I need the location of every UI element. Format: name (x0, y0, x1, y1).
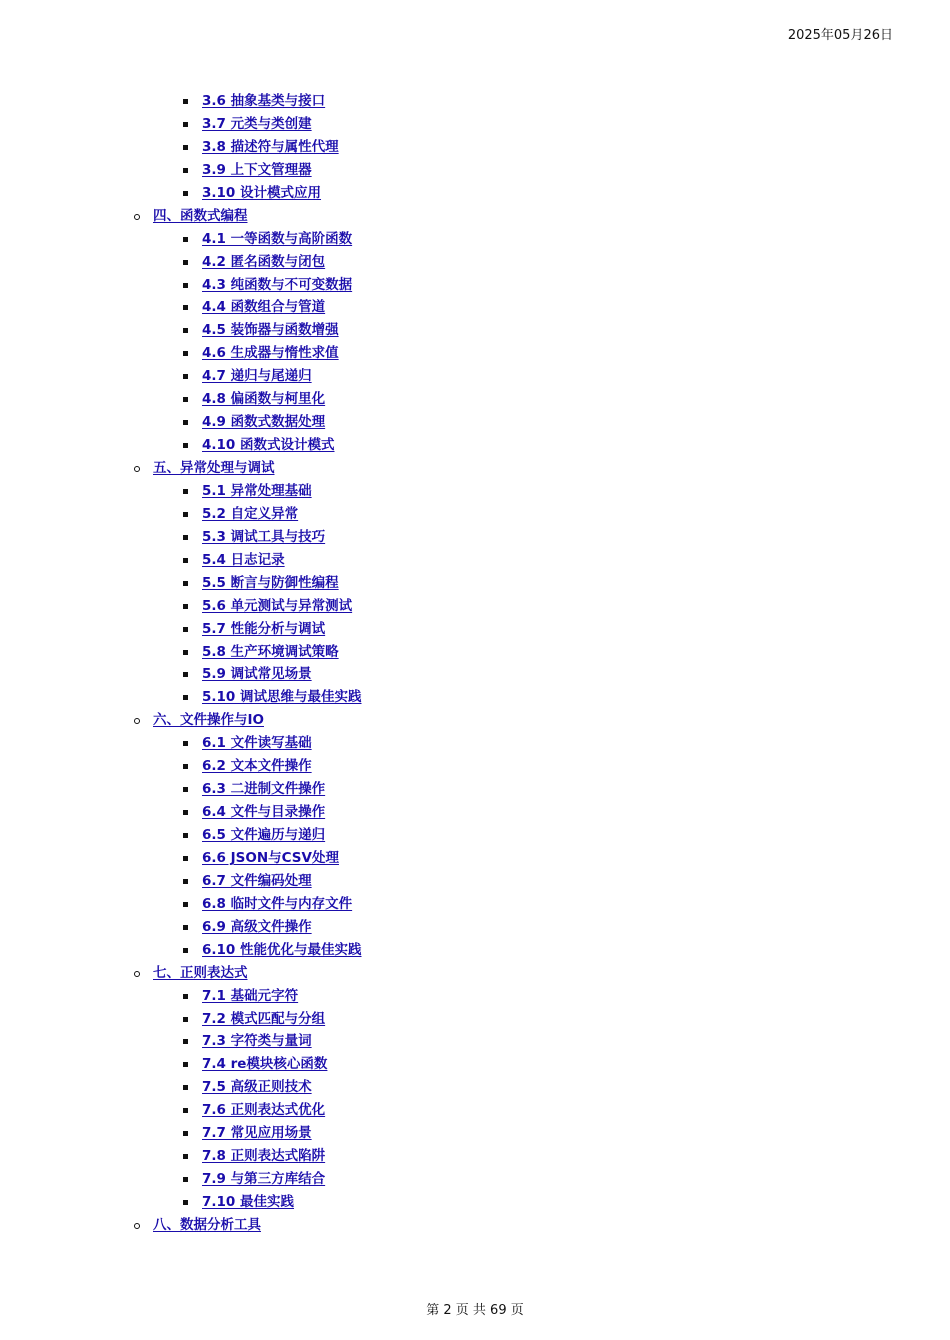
toc-item (0, 158, 950, 181)
square-bullet-icon (183, 994, 188, 999)
toc-item-link[interactable]: 4.7 递归与尾递归 (202, 368, 312, 385)
toc-item-link[interactable]: 4.1 一等函数与高阶函数 (202, 230, 353, 247)
square-bullet-icon (183, 397, 188, 402)
square-bullet-icon (183, 810, 188, 815)
square-bullet-icon (183, 1200, 188, 1205)
page-number: 第 2 页 共 69 页 (426, 1303, 524, 1318)
square-bullet-icon (183, 351, 188, 356)
square-bullet-icon (183, 650, 188, 655)
toc-item (0, 938, 950, 961)
toc-item (0, 640, 950, 663)
square-bullet-icon (183, 741, 188, 746)
square-bullet-icon (183, 305, 188, 310)
square-bullet-icon (183, 283, 188, 288)
toc-item (0, 227, 950, 250)
toc-item-link[interactable]: 7.10 最佳实践 (202, 1194, 295, 1210)
toc-item-link[interactable]: 5.2 自定义异常 (202, 505, 299, 522)
square-bullet-icon (183, 833, 188, 838)
toc-item-link[interactable]: 5.10 调试思维与最佳实践 (202, 689, 362, 706)
header-date: 2025年05月26日 (787, 28, 893, 43)
toc-item-link[interactable]: 6.7 文件编码处理 (202, 872, 312, 889)
toc-item-link[interactable]: 5.3 调试工具与技巧 (202, 528, 326, 545)
toc-section (0, 456, 950, 479)
square-bullet-icon (183, 443, 188, 448)
toc-item (0, 984, 950, 1007)
toc-item-link[interactable]: 5.9 调试常见场景 (202, 666, 312, 683)
toc-item-link[interactable]: 3.6 抽象基类与接口 (202, 93, 326, 109)
toc-item-link[interactable]: 6.9 高级文件操作 (202, 918, 312, 935)
square-bullet-icon (183, 374, 188, 379)
hollow-circle-bullet-icon (134, 1223, 140, 1229)
toc-item-link[interactable]: 7.7 常见应用场景 (202, 1125, 312, 1142)
square-bullet-icon (183, 1062, 188, 1067)
square-bullet-icon (183, 627, 188, 632)
toc-item-link[interactable]: 4.10 函数式设计模式 (202, 437, 335, 454)
toc-item-link[interactable]: 7.6 正则表达式优化 (202, 1102, 326, 1119)
square-bullet-icon (183, 581, 188, 586)
toc-section-link[interactable]: 四、函数式编程 (153, 207, 248, 224)
toc-item-link[interactable]: 5.7 性能分析与调试 (202, 620, 326, 637)
toc-item (0, 777, 950, 800)
table-of-contents (0, 89, 950, 1236)
toc-item (0, 341, 950, 364)
toc-item (0, 318, 950, 341)
hollow-circle-bullet-icon (134, 466, 140, 472)
toc-item-link[interactable]: 7.5 高级正则技术 (202, 1079, 312, 1096)
toc-item-link[interactable]: 5.6 单元测试与异常测试 (202, 597, 353, 614)
toc-item-link[interactable]: 4.2 匿名函数与闭包 (202, 253, 326, 270)
toc-section (0, 204, 950, 227)
toc-item-link[interactable]: 5.4 日志记录 (202, 551, 285, 568)
toc-item (0, 387, 950, 410)
square-bullet-icon (183, 512, 188, 517)
toc-item (0, 548, 950, 571)
toc-section-link[interactable]: 五、异常处理与调试 (153, 460, 275, 476)
hollow-circle-bullet-icon (134, 214, 140, 220)
toc-section-link[interactable]: 七、正则表达式 (153, 964, 248, 981)
square-bullet-icon (183, 925, 188, 930)
hollow-circle-bullet-icon (134, 718, 140, 724)
toc-item (0, 800, 950, 823)
toc-item-link[interactable]: 6.5 文件遍历与递归 (202, 827, 326, 843)
toc-item (0, 433, 950, 456)
square-bullet-icon (183, 1017, 188, 1022)
square-bullet-icon (183, 1108, 188, 1113)
toc-item (0, 662, 950, 685)
toc-item-link[interactable]: 3.8 描述符与属性代理 (202, 138, 339, 155)
toc-item-link[interactable]: 7.3 字符类与量词 (202, 1033, 312, 1050)
hollow-circle-bullet-icon (134, 971, 140, 977)
toc-item-link[interactable]: 4.3 纯函数与不可变数据 (202, 276, 353, 293)
toc-item (0, 571, 950, 594)
toc-item (0, 915, 950, 938)
square-bullet-icon (183, 695, 188, 700)
toc-item (0, 1098, 950, 1121)
toc-item-link[interactable]: 6.6 JSON与CSV处理 (202, 849, 339, 866)
toc-section-link[interactable]: 八、数据分析工具 (153, 1216, 261, 1233)
toc-item (0, 250, 950, 273)
square-bullet-icon (183, 489, 188, 494)
square-bullet-icon (183, 558, 188, 563)
toc-item-link[interactable]: 5.8 生产环境调试策略 (202, 643, 339, 660)
toc-item (0, 754, 950, 777)
toc-item (0, 1075, 950, 1098)
toc-section (0, 1213, 950, 1236)
toc-item-link[interactable]: 6.8 临时文件与内存文件 (202, 895, 353, 912)
square-bullet-icon (183, 948, 188, 953)
square-bullet-icon (183, 902, 188, 907)
toc-item-link[interactable]: 5.1 异常处理基础 (202, 482, 312, 499)
toc-section (0, 708, 950, 731)
toc-item-link[interactable]: 7.4 re模块核心函数 (202, 1056, 328, 1073)
toc-section (0, 961, 950, 984)
square-bullet-icon (183, 122, 188, 127)
square-bullet-icon (183, 604, 188, 609)
toc-item (0, 364, 950, 387)
toc-item (0, 1167, 950, 1190)
toc-item (0, 112, 950, 135)
toc-item (0, 846, 950, 869)
toc-item (0, 295, 950, 318)
square-bullet-icon (183, 145, 188, 150)
toc-item-link[interactable]: 7.9 与第三方库结合 (202, 1171, 326, 1188)
square-bullet-icon (183, 1039, 188, 1044)
toc-item-link[interactable]: 3.10 设计模式应用 (202, 184, 322, 201)
toc-item-link[interactable]: 7.1 基础元字符 (202, 987, 299, 1004)
toc-item-link[interactable]: 4.8 偏函数与柯里化 (202, 391, 326, 408)
toc-item (0, 731, 950, 754)
toc-item (0, 685, 950, 708)
square-bullet-icon (183, 420, 188, 425)
toc-item (0, 1121, 950, 1144)
toc-item (0, 479, 950, 502)
square-bullet-icon (183, 535, 188, 540)
toc-item (0, 525, 950, 548)
toc-item-link[interactable]: 5.5 断言与防御性编程 (202, 574, 339, 591)
toc-item (0, 502, 950, 525)
toc-item (0, 273, 950, 296)
toc-item (0, 823, 950, 846)
toc-item-link[interactable]: 6.10 性能优化与最佳实践 (202, 941, 362, 958)
square-bullet-icon (183, 99, 188, 104)
toc-item (0, 410, 950, 433)
toc-item-link[interactable]: 4.5 装饰器与函数增强 (202, 322, 339, 339)
square-bullet-icon (183, 856, 188, 861)
toc-item-link[interactable]: 3.7 元类与类创建 (202, 115, 312, 132)
toc-item-link[interactable]: 6.3 二进制文件操作 (202, 781, 326, 798)
toc-item (0, 1007, 950, 1030)
toc-item (0, 89, 950, 112)
toc-item (0, 1190, 950, 1213)
toc-item-link[interactable]: 6.1 文件读写基础 (202, 735, 312, 752)
square-bullet-icon (183, 328, 188, 333)
toc-item (0, 617, 950, 640)
square-bullet-icon (183, 1154, 188, 1159)
toc-item-link[interactable]: 3.9 上下文管理器 (202, 161, 312, 178)
toc-item (0, 869, 950, 892)
toc-item-link[interactable]: 6.2 文本文件操作 (202, 758, 312, 775)
square-bullet-icon (183, 879, 188, 884)
toc-item (0, 892, 950, 915)
square-bullet-icon (183, 1131, 188, 1136)
square-bullet-icon (183, 237, 188, 242)
toc-item-link[interactable]: 4.9 函数式数据处理 (202, 414, 326, 431)
square-bullet-icon (183, 787, 188, 792)
toc-item-link[interactable]: 6.4 文件与目录操作 (202, 804, 326, 821)
square-bullet-icon (183, 168, 188, 173)
toc-section-link[interactable]: 六、文件操作与IO (153, 712, 264, 729)
square-bullet-icon (183, 1177, 188, 1182)
toc-item (0, 1144, 950, 1167)
toc-item (0, 594, 950, 617)
toc-item (0, 1052, 950, 1075)
toc-item-link[interactable]: 7.8 正则表达式陷阱 (202, 1148, 326, 1165)
square-bullet-icon (183, 672, 188, 677)
toc-item (0, 135, 950, 158)
toc-item-link[interactable]: 7.2 模式匹配与分组 (202, 1010, 326, 1027)
square-bullet-icon (183, 764, 188, 769)
toc-item (0, 1029, 950, 1052)
square-bullet-icon (183, 191, 188, 196)
square-bullet-icon (183, 1085, 188, 1090)
toc-item (0, 181, 950, 204)
toc-item-link[interactable]: 4.4 函数组合与管道 (202, 299, 326, 316)
square-bullet-icon (183, 260, 188, 265)
toc-item-link[interactable]: 4.6 生成器与惰性求值 (202, 345, 339, 362)
